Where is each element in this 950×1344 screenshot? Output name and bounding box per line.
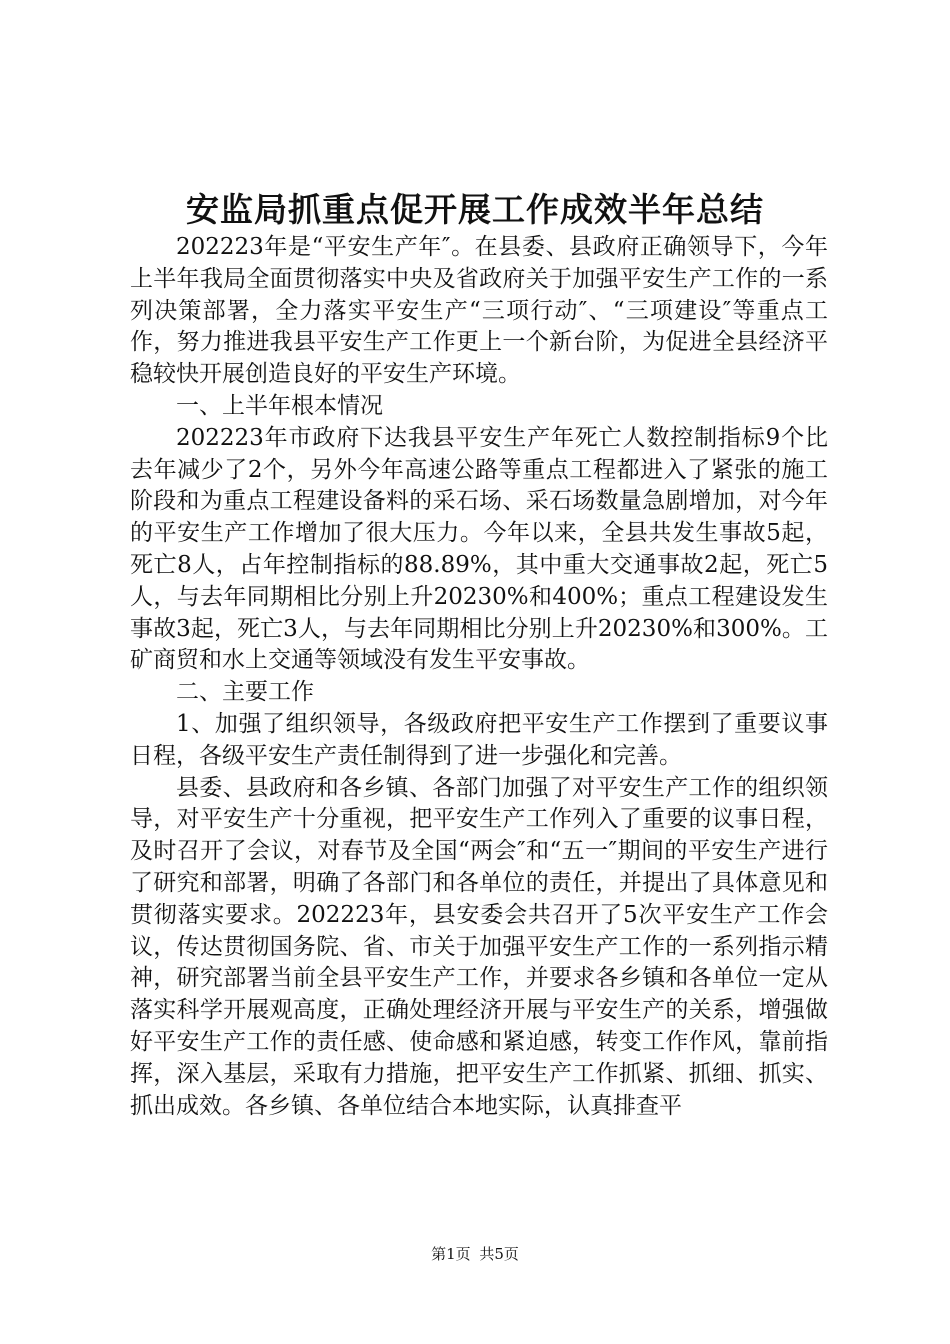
- page-footer: [0, 1244, 950, 1264]
- paragraph-main-work-item-1: 1、加强了组织领导，各级政府把平安生产工作摆到了重要议事日程，各级平安生产责任制得到了进一步强化和完善。: [130, 710, 828, 769]
- document-body: [130, 232, 828, 1122]
- page-number-total: 共5页: [479, 1245, 519, 1263]
- section-heading-basic-situation: 一、上半年根本情况: [176, 392, 383, 419]
- paragraph-basic-situation: 202223年市政府下达我县平安生产年死亡人数控制指标9个比去年减少了2个，另外今年高速公路等重点工程都进入了紧张的施工阶段和为重点工程建设备料的采石场、采石场数量急剧增加，对今年的平安生产工作增加了很大压力。今年以来，全县共发生事故5起，死亡8人，占年控制指标的88.89%，其中重大交通事故2起，死亡5人，与去年同期相比分别上升20230%和400%；重点工程建设发生事故3起，死亡3人，与去年同期相比分别上升20230%和300%。工矿商贸和水上交通等领域没有发生平安事故。: [130, 424, 828, 674]
- paragraph-organization-leadership: 县委、县政府和各乡镇、各部门加强了对平安生产工作的组织领导，对平安生产十分重视，把平安生产工作列入了重要的议事日程，及时召开了会议，对春节及全国“两会″和“五一″期间的平安生产进行了研究和部署，明确了各部门和各单位的责任，并提出了具体意见和贯彻落实要求。202223年，县安委会共召开了5次平安生产工作会议，传达贯彻国务院、省、市关于加强平安生产工作的一系列指示精神，研究部署当前全县平安生产工作，并要求各乡镇和各单位一定从落实科学开展观高度，正确处理经济开展与平安生产的关系，增强做好平安生产工作的责任感、使命感和紧迫感，转变工作作风，靠前指挥，深入基层，采取有力措施，把平安生产工作抓紧、抓细、抓实、抓出成效。各乡镇、各单位结合本地实际，认真排查平: [130, 774, 828, 1119]
- page-number-current: 第1页: [431, 1245, 471, 1263]
- document-title: 安监局抓重点促开展工作成效半年总结: [186, 190, 764, 229]
- paragraph-intro: 202223年是“平安生产年″。在县委、县政府正确领导下，今年上半年我局全面贯彻落实中央及省政府关于加强平安生产工作的一系列决策部署，全力落实平安生产“三项行动″、“三项建设″等重点工作，努力推进我县平安生产工作更上一个新台阶，为促进全县经济平稳较快开展创造良好的平安生产环境。: [130, 234, 828, 388]
- section-heading-main-work: 二、主要工作: [176, 679, 314, 706]
